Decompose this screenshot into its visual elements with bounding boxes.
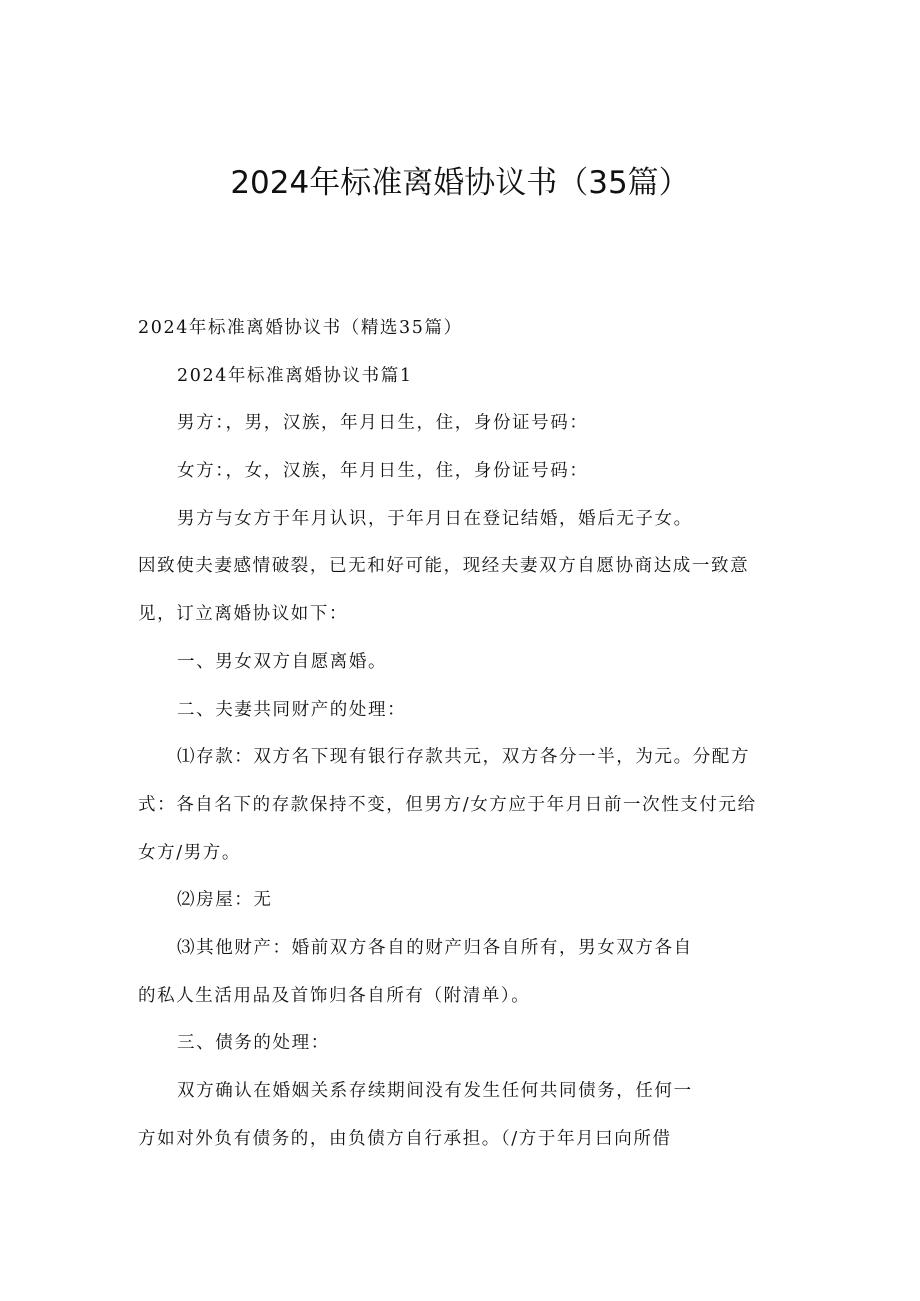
paragraph-line: 的私人生活用品及首饰归各自所有（附清单）。 [138,985,531,1006]
paragraph-line-male-party: 男方：，男，汉族，年月日生，住，身份证号码： [177,413,589,434]
paragraph-line: 双方确认在婚姻关系存续期间没有发生任何共同债务，任何一 [177,1081,693,1101]
document-title: 2024年标准离婚协议书（35篇） [230,165,690,201]
paragraph-line-section-heading: 2024年标准离婚协议书篇1 [177,365,413,386]
paragraph-line: ⑵房屋：无 [177,890,273,911]
paragraph-line-subtitle: 2024年标准离婚协议书（精选35篇） [138,318,463,338]
paragraph-line: 因致使夫妻感情破裂，已无和好可能，现经夫妻双方自愿协商达成一致意 [138,556,750,577]
paragraph-line-female-party: 女方：，女，汉族，年月日生，住，身份证号码： [177,461,589,482]
paragraph-line-clause-2: 二、夫妻共同财产的处理： [177,699,407,720]
paragraph-line: ⑴存款：双方名下现有银行存款共元，双方各分一半，为元。分配方 [177,747,750,768]
paragraph-line: 方如对外负有债务的，由负债方自行承担。（/方于年月曰向所借 [138,1128,672,1149]
paragraph-line-clause-1: 一、男女双方自愿离婚。 [177,651,388,672]
paragraph-line: ⑶其他财产：婚前双方各自的财产归各自所有，男女双方各自 [177,937,693,958]
paragraph-line-clause-3: 三、债务的处理： [177,1033,330,1054]
document-body [138,305,798,1163]
paragraph-line: 女方/男方。 [138,842,241,863]
paragraph-line: 式：各自名下的存款保持不变，但男方/女方应于年月日前一次性支付元给 [138,794,757,815]
paragraph-line: 男方与女方于年月认识，于年月日在登记结婚，婚后无子女。 [177,508,693,529]
paragraph-line: 见，订立离婚协议如下： [138,604,349,625]
